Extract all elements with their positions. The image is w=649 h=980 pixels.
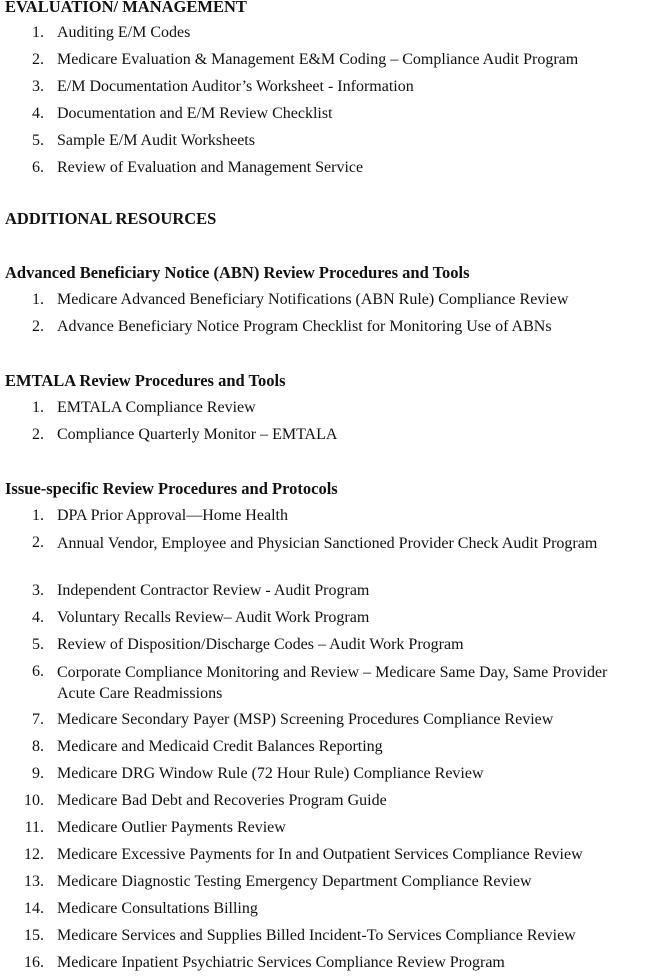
list-item: 1. Auditing E/M Codes <box>32 24 191 41</box>
list-item: 2. Medicare Evaluation & Management E&M Coding – Compliance Audit Program <box>32 51 579 68</box>
issue-specific-list <box>0 506 649 980</box>
section-heading-emtala: EMTALA Review Procedures and Tools <box>5 371 286 390</box>
section-heading-abn: Advanced Beneficiary Notice (ABN) Review Procedures and Tools <box>5 263 470 282</box>
list-item: 1. EMTALA Compliance Review <box>32 399 256 416</box>
list-item: 12. Medicare Excessive Payments for In and Outpatient Services Compliance Review <box>24 846 583 863</box>
list-item: 6. Review of Evaluation and Management Service <box>32 159 364 176</box>
list-item: 5. Review of Disposition/Discharge Codes – Audit Work Program <box>32 636 464 653</box>
list-item: 8. Medicare and Medicaid Credit Balances Reporting <box>32 738 383 755</box>
list-item: 14. Medicare Consultations Billing <box>24 900 258 917</box>
list-item: 2. Compliance Quarterly Monitor – EMTALA <box>32 426 338 443</box>
list-item: 11. Medicare Outlier Payments Review <box>24 819 286 836</box>
list-item: 3. Independent Contractor Review - Audit Program <box>32 582 370 599</box>
list-item: 5. Sample E/M Audit Worksheets <box>32 132 255 149</box>
list-item: 2. Advance Beneficiary Notice Program Checklist for Monitoring Use of ABNs <box>32 318 552 335</box>
section-heading-issue-specific: Issue-specific Review Procedures and Protocols <box>5 479 338 498</box>
list-item: 16. Medicare Inpatient Psychiatric Services Compliance Review Program <box>24 954 505 971</box>
list-item: 3. E/M Documentation Auditor’s Worksheet - Information <box>32 78 414 95</box>
list-item: 9. Medicare DRG Window Rule (72 Hour Rule) Compliance Review <box>32 765 484 782</box>
section-heading-additional-resources: ADDITIONAL RESOURCES <box>5 209 217 228</box>
list-item: 10. Medicare Bad Debt and Recoveries Program Guide <box>24 792 387 809</box>
list-item: 2. Annual Vendor, Employee and Physician Sanctioned Provider Check Audit Program <box>32 534 598 552</box>
evaluation-management-list <box>0 23 649 185</box>
list-item: 13. Medicare Diagnostic Testing Emergency Department Compliance Review <box>24 873 532 890</box>
emtala-list <box>0 398 649 452</box>
abn-list <box>0 290 649 344</box>
list-item: 1. DPA Prior Approval—Home Health <box>32 507 288 524</box>
list-item: 1. Medicare Advanced Beneficiary Notifications (ABN Rule) Compliance Review <box>32 291 569 308</box>
list-item: 4. Voluntary Recalls Review– Audit Work Program <box>32 609 370 626</box>
list-item: 15. Medicare Services and Supplies Billed Incident-To Services Compliance Review <box>24 927 576 944</box>
list-item: 4. Documentation and E/M Review Checklist <box>32 105 333 122</box>
list-item: 6. Corporate Compliance Monitoring and Review – Medicare Same Day, Same Provider Acute Care Readmissions <box>32 663 608 702</box>
list-item: 7. Medicare Secondary Payer (MSP) Screening Procedures Compliance Review <box>32 711 554 728</box>
section-heading-evaluation-management: EVALUATION/ MANAGEMENT <box>5 0 247 16</box>
